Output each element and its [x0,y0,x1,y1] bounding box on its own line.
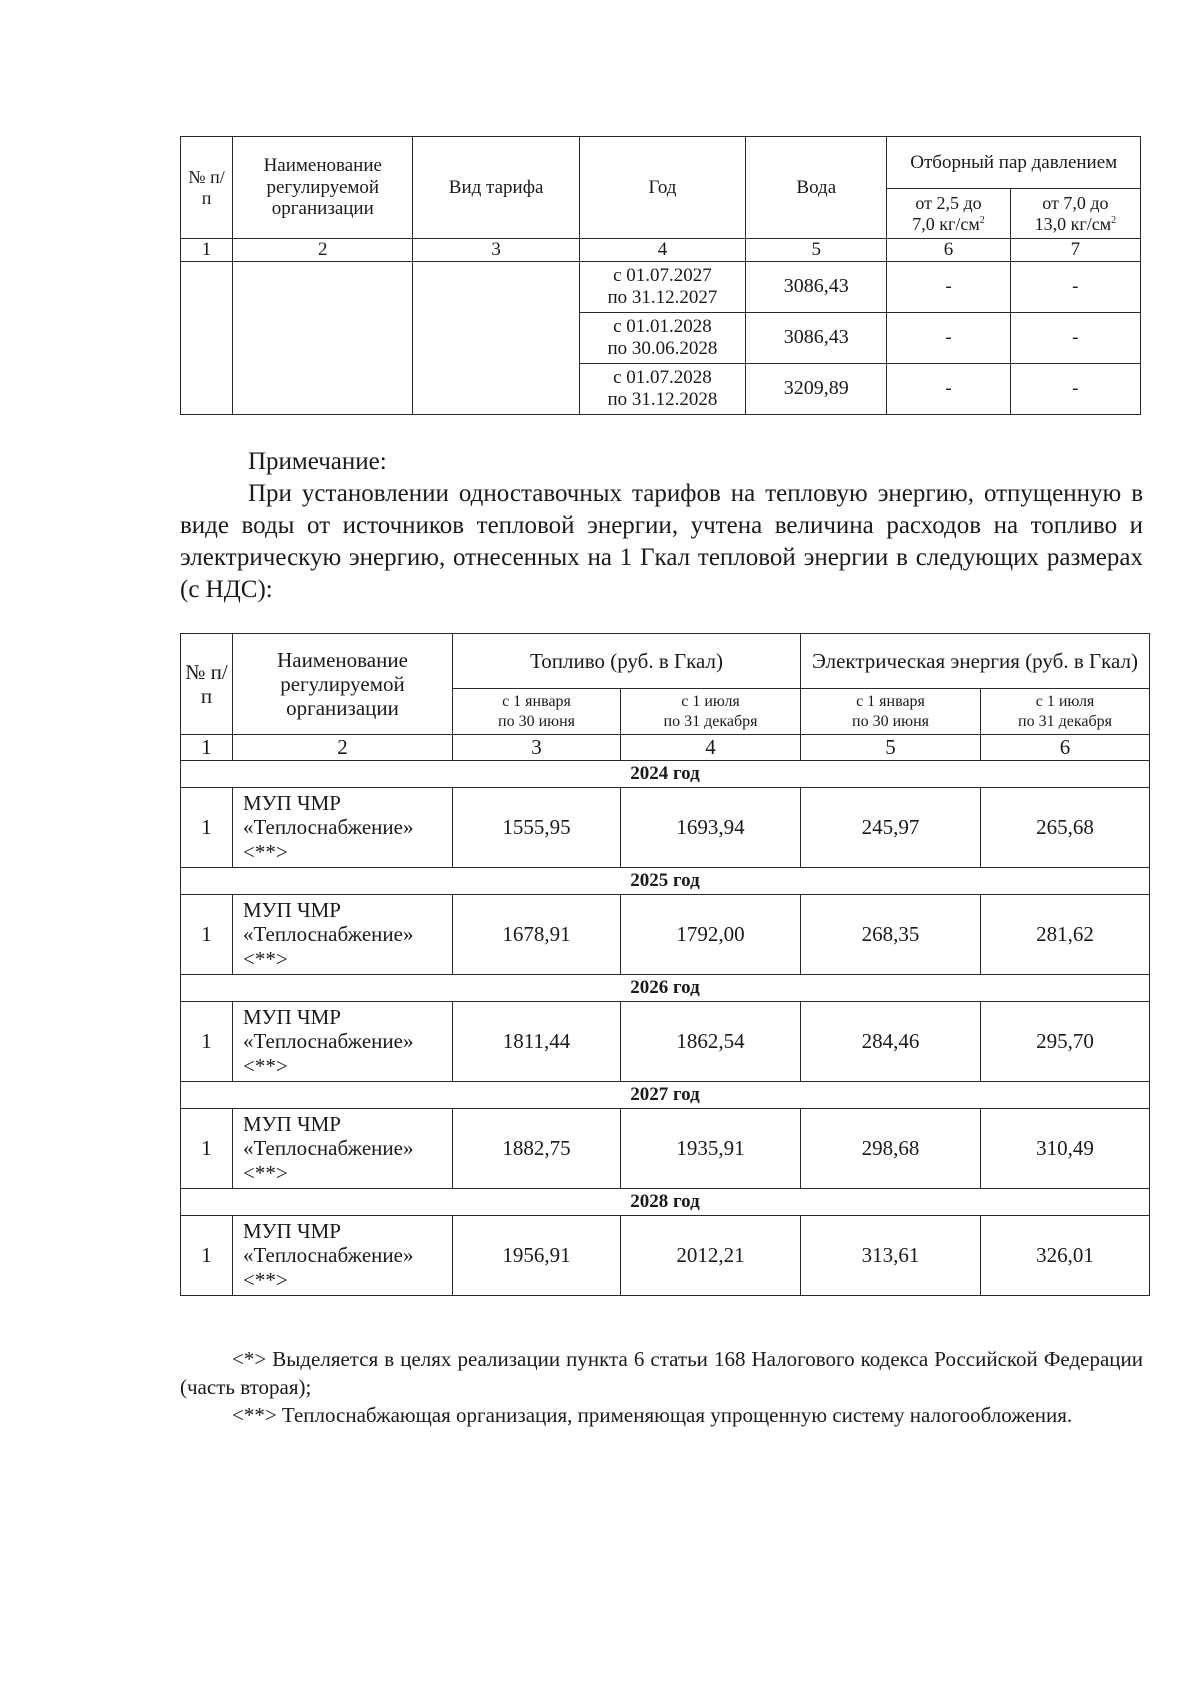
el-h1-value: 245,97 [801,788,981,868]
header-tariff: Вид тарифа [413,137,579,239]
col-number: 4 [579,239,745,262]
el-h2-value: 281,62 [981,895,1150,975]
note-body: При установлении одноставочных тарифов на тепловую энергию, отпущенную в виде воды от источников тепловой энергии, учтена величина расходов на топливо и электрическую энергию, отнесенных на 1 Гкал тепловой энергии в следующих размерах (с НДС): [180,480,1143,603]
year-row: 2027 год [181,1082,1150,1109]
col-number: 2 [233,239,413,262]
header-steam: Отборный пар давлением [887,137,1141,189]
header-steam-a: от 2,5 до 7,0 $кг/см^2$ [887,189,1010,239]
fuel-h2-value: 1693,94 [621,788,801,868]
el-h1-value: 284,46 [801,1002,981,1082]
empty-cell [181,261,233,414]
fuel-h2-value: 1792,00 [621,895,801,975]
col-number: 4 [621,735,801,761]
header-jan: с 1 января по 30 июня [801,689,981,735]
header-fuel: Топливо (руб. в Гкал) [453,634,801,689]
tariff-table [180,136,1141,415]
fuel-h2-value: 1935,91 [621,1109,801,1189]
header-num: № п/п [181,634,233,735]
water-value: 3086,43 [746,312,887,363]
col-number: 2 [233,735,453,761]
header-org: Наименование регулируемой организации [233,634,453,735]
fuel-h1-value: 1555,95 [453,788,621,868]
row-num: 1 [181,1002,233,1082]
header-num: № п/п [181,137,233,239]
org-name: МУП ЧМР «Теплоснабжение» <**> [233,788,453,868]
el-h2-value: 326,01 [981,1216,1150,1296]
steam-b-value: - [1010,312,1140,363]
col-number: 5 [746,239,887,262]
col-number: 5 [801,735,981,761]
header-jan: с 1 января по 30 июня [453,689,621,735]
header-electricity: Электрическая энергия (руб. в Гкал) [801,634,1150,689]
col-number: 3 [453,735,621,761]
period-cell: с 01.07.2028 по 31.12.2028 [579,363,745,414]
year-row: 2025 год [181,868,1150,895]
row-num: 1 [181,895,233,975]
steam-b-value: - [1010,363,1140,414]
period-cell: с 01.01.2028 по 30.06.2028 [579,312,745,363]
header-year: Год [579,137,745,239]
year-row: 2026 год [181,975,1150,1002]
year-row: 2028 год [181,1189,1150,1216]
note-title: Примечание: [248,448,387,475]
header-water: Вода [746,137,887,239]
el-h2-value: 295,70 [981,1002,1150,1082]
steam-a-value: - [887,363,1010,414]
fuel-h1-value: 1678,91 [453,895,621,975]
col-number: 6 [981,735,1150,761]
footnote-1: <*> Выделяется в целях реализации пункта 6 статьи 168 Налогового кодекса Российской Федерации (часть вторая); [180,1347,1143,1399]
empty-cell [233,261,413,414]
col-number: 1 [181,735,233,761]
col-number: 7 [1010,239,1140,262]
fuel-h2-value: 2012,21 [621,1216,801,1296]
header-steam-b: от 7,0 до 13,0 $кг/см^2$ [1010,189,1140,239]
year-row: 2024 год [181,761,1150,788]
row-num: 1 [181,1216,233,1296]
org-name: МУП ЧМР «Теплоснабжение» <**> [233,1109,453,1189]
steam-a-value: - [887,261,1010,312]
col-number: 6 [887,239,1010,262]
period-cell: с 01.07.2027 по 31.12.2027 [579,261,745,312]
row-num: 1 [181,1109,233,1189]
el-h2-value: 310,49 [981,1109,1150,1189]
fuel-h1-value: 1882,75 [453,1109,621,1189]
row-num: 1 [181,788,233,868]
fuel-h1-value: 1956,91 [453,1216,621,1296]
footnotes [180,1345,1143,1429]
header-jul: с 1 июля по 31 декабря [981,689,1150,735]
col-number: 3 [413,239,579,262]
el-h1-value: 313,61 [801,1216,981,1296]
footnote-2: <**> Теплоснабжающая организация, применяющая упрощенную систему налогообложения. [232,1403,1073,1427]
fuel-electricity-table [180,633,1150,1296]
org-name: МУП ЧМР «Теплоснабжение» <**> [233,1002,453,1082]
steam-a-value: - [887,312,1010,363]
el-h1-value: 268,35 [801,895,981,975]
header-org: Наименование регулируемой организации [233,137,413,239]
fuel-h1-value: 1811,44 [453,1002,621,1082]
el-h1-value: 298,68 [801,1109,981,1189]
col-number: 1 [181,239,233,262]
water-value: 3086,43 [746,261,887,312]
header-jul: с 1 июля по 31 декабря [621,689,801,735]
steam-b-value: - [1010,261,1140,312]
fuel-h2-value: 1862,54 [621,1002,801,1082]
empty-cell [413,261,579,414]
org-name: МУП ЧМР «Теплоснабжение» <**> [233,895,453,975]
org-name: МУП ЧМР «Теплоснабжение» <**> [233,1216,453,1296]
water-value: 3209,89 [746,363,887,414]
el-h2-value: 265,68 [981,788,1150,868]
